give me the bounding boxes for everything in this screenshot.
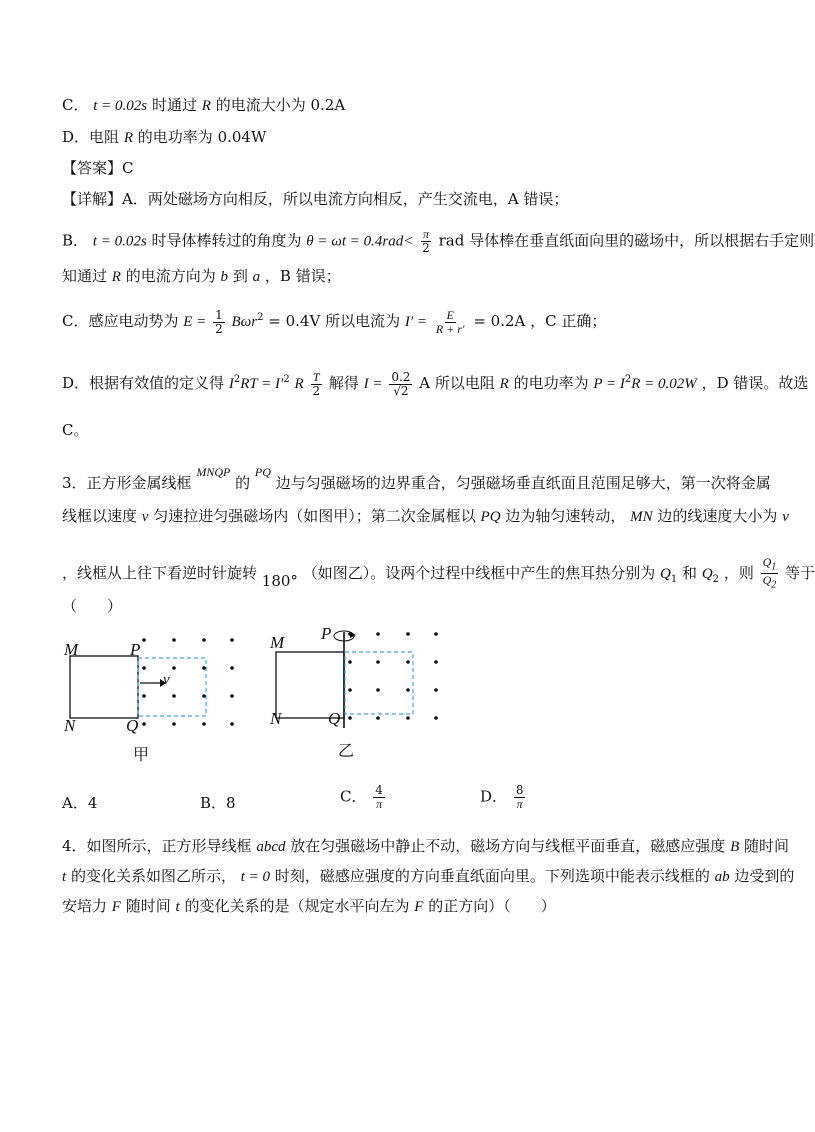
subscript: 2 (712, 573, 720, 585)
option-c (340, 784, 387, 811)
label-n-left: N (64, 716, 76, 735)
text: 的电功率为 (513, 374, 589, 392)
math: R = 0.02W (631, 376, 697, 392)
text: 放在匀强磁场中静止不动，磁场方向与线框平面垂直，磁感应强度 (290, 837, 726, 855)
denominator: π (516, 797, 523, 811)
math: v (782, 509, 789, 525)
math: PQ (254, 465, 271, 479)
field-dot (142, 722, 146, 726)
fraction (310, 371, 322, 398)
text: 时刻，磁感应强度的方向垂直纸面向里。下列选项中能表示线框的 (274, 867, 710, 885)
numerator: 4 (375, 783, 383, 797)
text: 的电功率为 (137, 128, 213, 146)
text: 的电流大小为 (215, 96, 306, 114)
numerator: π (422, 227, 429, 241)
text: （如图乙）。设两个过程中线框中产生的焦耳热分别为 (302, 563, 656, 582)
option-b: B．8 (200, 794, 236, 812)
option-label: D． (480, 787, 508, 806)
denominator: 2 (422, 241, 430, 255)
math: v (141, 509, 149, 525)
label-q-right: Q (328, 709, 341, 728)
text: 到 (232, 267, 248, 285)
text: 的电流方向为 (125, 267, 216, 285)
text: ，D 错误。故选 (701, 374, 809, 392)
label-p-right: P (321, 624, 332, 643)
field-dot (434, 660, 438, 664)
text: 的正方向）（ ） (428, 897, 556, 915)
label-m-left: M (64, 640, 79, 659)
math: MNQP (196, 465, 231, 479)
math: a (252, 269, 261, 285)
text: 匀速拉进匀强磁场内（如图甲）；第二次金属框以 (153, 507, 476, 525)
numerator: $Q_1$ (762, 555, 777, 573)
numerator: 0.2 (391, 369, 411, 384)
math: RT = I′ (240, 376, 284, 392)
text: 解得 (328, 374, 359, 392)
math: MN (630, 509, 653, 525)
detail-c-line (62, 308, 606, 336)
caption-right: 乙 (338, 741, 355, 760)
numerator: 8 (515, 783, 524, 797)
answer-line: 【答案】C (62, 159, 134, 177)
option-d-line (62, 127, 266, 148)
question-3-line-1 (62, 462, 771, 493)
text: 知通过 (62, 267, 108, 285)
option-a: A．4 (62, 794, 98, 812)
math: R (499, 376, 509, 392)
math: PQ (480, 509, 501, 525)
math: R (111, 269, 121, 285)
text: ，B 错误； (264, 267, 341, 285)
math: F (414, 899, 424, 915)
math: 180° (261, 571, 298, 590)
fraction (761, 556, 779, 592)
math: ab (714, 869, 730, 885)
field-dot (376, 716, 380, 720)
math: 0.2A (310, 96, 346, 114)
numerator: T (312, 369, 320, 384)
field-dot (434, 716, 438, 720)
option-d (480, 784, 527, 811)
text: 的变化关系的是（规定水平向左为 (184, 897, 410, 915)
field-dot (172, 694, 176, 698)
text: 4．如图所示，正方形导线框 (62, 837, 252, 855)
field-dots-right (348, 632, 438, 720)
field-dot (434, 688, 438, 692)
denominator: √2 (393, 383, 409, 398)
math: rad (438, 231, 465, 250)
field-dot (348, 660, 352, 664)
math: R (201, 98, 211, 114)
text: D．电阻 (62, 128, 120, 146)
math: = 0.2A (473, 312, 526, 330)
text: C．感应电动势为 (62, 312, 179, 330)
question-4-line-3 (62, 896, 556, 917)
text: 安培力 (62, 897, 108, 915)
denominator: 2 (215, 321, 223, 336)
math: t = 0.02s (92, 233, 147, 250)
superscript: 2 (257, 312, 264, 323)
text: 边的线速度大小为 (657, 507, 778, 525)
field-boundary-left (138, 658, 206, 716)
text: 所以电流为 (325, 312, 401, 330)
text: 边与匀强磁场的边界重合，匀强磁场垂直纸面且范围足够大，第一次将金属 (275, 474, 771, 492)
field-dot (202, 694, 206, 698)
text: D．根据有效值的定义得 (62, 374, 225, 392)
field-dot (202, 666, 206, 670)
fraction (514, 784, 526, 811)
label-m-right: M (270, 633, 285, 652)
field-dot (142, 638, 146, 642)
subscript: 1 (670, 573, 678, 585)
math: t (62, 869, 67, 885)
math: t = 0.02s (93, 98, 148, 114)
label-p-left: P (130, 640, 141, 659)
label-n-right: N (270, 709, 282, 728)
field-dot (230, 638, 234, 642)
fraction (373, 784, 385, 811)
superscript: 2 (624, 374, 632, 385)
field-dot (376, 632, 380, 636)
math: = 0.4V (268, 312, 321, 330)
math: R (123, 130, 133, 146)
math: B (730, 839, 740, 855)
detail-d-end: C。 (62, 421, 89, 439)
text: 的变化关系如图乙所示， (70, 867, 236, 885)
field-dot (202, 722, 206, 726)
text: 边受到的 (734, 867, 795, 885)
field-dot (142, 694, 146, 698)
field-dot (172, 638, 176, 642)
text: ，线框从上往下看逆时针旋转 (62, 563, 258, 582)
field-dot (202, 638, 206, 642)
math: θ = ωt = 0.4rad< (306, 233, 414, 250)
field-dots-left (142, 638, 234, 726)
math: I′ = (404, 314, 428, 330)
math: 0.04W (217, 128, 267, 146)
detail-b-line-2 (62, 266, 341, 287)
math: R (294, 376, 304, 392)
math: Bωr (231, 314, 258, 330)
math: Q (701, 565, 713, 582)
option-label: C． (340, 787, 367, 806)
text: 导体棒在垂直纸面向里的磁场中，所以根据右手定则 (469, 231, 815, 250)
text: 随时间 (125, 897, 171, 915)
field-dot (172, 666, 176, 670)
text: 3．正方形金属线框 (62, 474, 192, 492)
field-dot (348, 716, 352, 720)
field-dot (348, 632, 352, 636)
label: C． (62, 96, 89, 114)
math: I (228, 376, 234, 392)
label-q-left: Q (126, 716, 139, 735)
denominator: π (376, 797, 383, 811)
question-3-line-2 (62, 506, 789, 527)
superscript: 2 (283, 374, 290, 385)
field-dot (172, 722, 176, 726)
text: 边为轴匀速转动， (505, 507, 626, 525)
field-dot (406, 632, 410, 636)
denominator: $Q_2$ (762, 573, 777, 591)
text: ，C 正确； (530, 312, 607, 330)
field-dot (434, 632, 438, 636)
detail-b-line (62, 228, 814, 255)
text: 时导体棒转过的角度为 (151, 231, 302, 250)
field-dot (406, 716, 410, 720)
math: t (175, 899, 180, 915)
text: 线框以速度 (62, 507, 138, 525)
text: 的 (235, 474, 251, 492)
math: t = 0 (240, 869, 271, 885)
text: 等于 (785, 563, 815, 582)
field-dot (230, 694, 234, 698)
numerator: E (446, 307, 454, 322)
field-dot (376, 660, 380, 664)
denominator: R + r′ (435, 321, 465, 336)
text: 所以电阻 (434, 374, 495, 392)
text: 随时间 (744, 837, 790, 855)
field-dot (406, 688, 410, 692)
field-dot (230, 722, 234, 726)
frame-left (70, 656, 138, 718)
numerator: 1 (215, 307, 223, 322)
detail-d-line (62, 370, 808, 398)
math: I = (363, 376, 383, 392)
math: F (111, 899, 121, 915)
math: b (220, 269, 229, 285)
detail-line: 【详解】A．两处磁场方向相反，所以电流方向相反，产生交流电，A 错误； (62, 190, 569, 208)
question-3-line-3 (62, 556, 815, 592)
question-3-paren: （ ） (62, 597, 123, 615)
field-dot (142, 666, 146, 670)
caption-left: 甲 (133, 745, 150, 764)
text: ，则 (723, 563, 754, 582)
option-c-line (62, 95, 345, 116)
text: 时通过 (151, 96, 197, 114)
math: abcd (256, 839, 286, 855)
math: E = (183, 314, 207, 330)
superscript: 2 (233, 374, 241, 385)
math: Q (660, 565, 671, 582)
math: P = I (593, 376, 625, 392)
text: B． (62, 231, 89, 250)
label-v: v (163, 672, 170, 688)
question-4-line-1 (62, 836, 789, 857)
field-dot (376, 688, 380, 692)
question-4-line-2 (62, 866, 794, 887)
math: A (419, 374, 431, 392)
figure-diagram (60, 624, 460, 764)
text: 和 (682, 563, 698, 582)
denominator: 2 (312, 383, 321, 398)
field-dot (230, 666, 234, 670)
fraction (434, 309, 467, 336)
fraction (213, 309, 225, 336)
fraction (389, 371, 412, 398)
field-dot (406, 660, 410, 664)
field-dot (348, 688, 352, 692)
fraction (420, 228, 432, 255)
